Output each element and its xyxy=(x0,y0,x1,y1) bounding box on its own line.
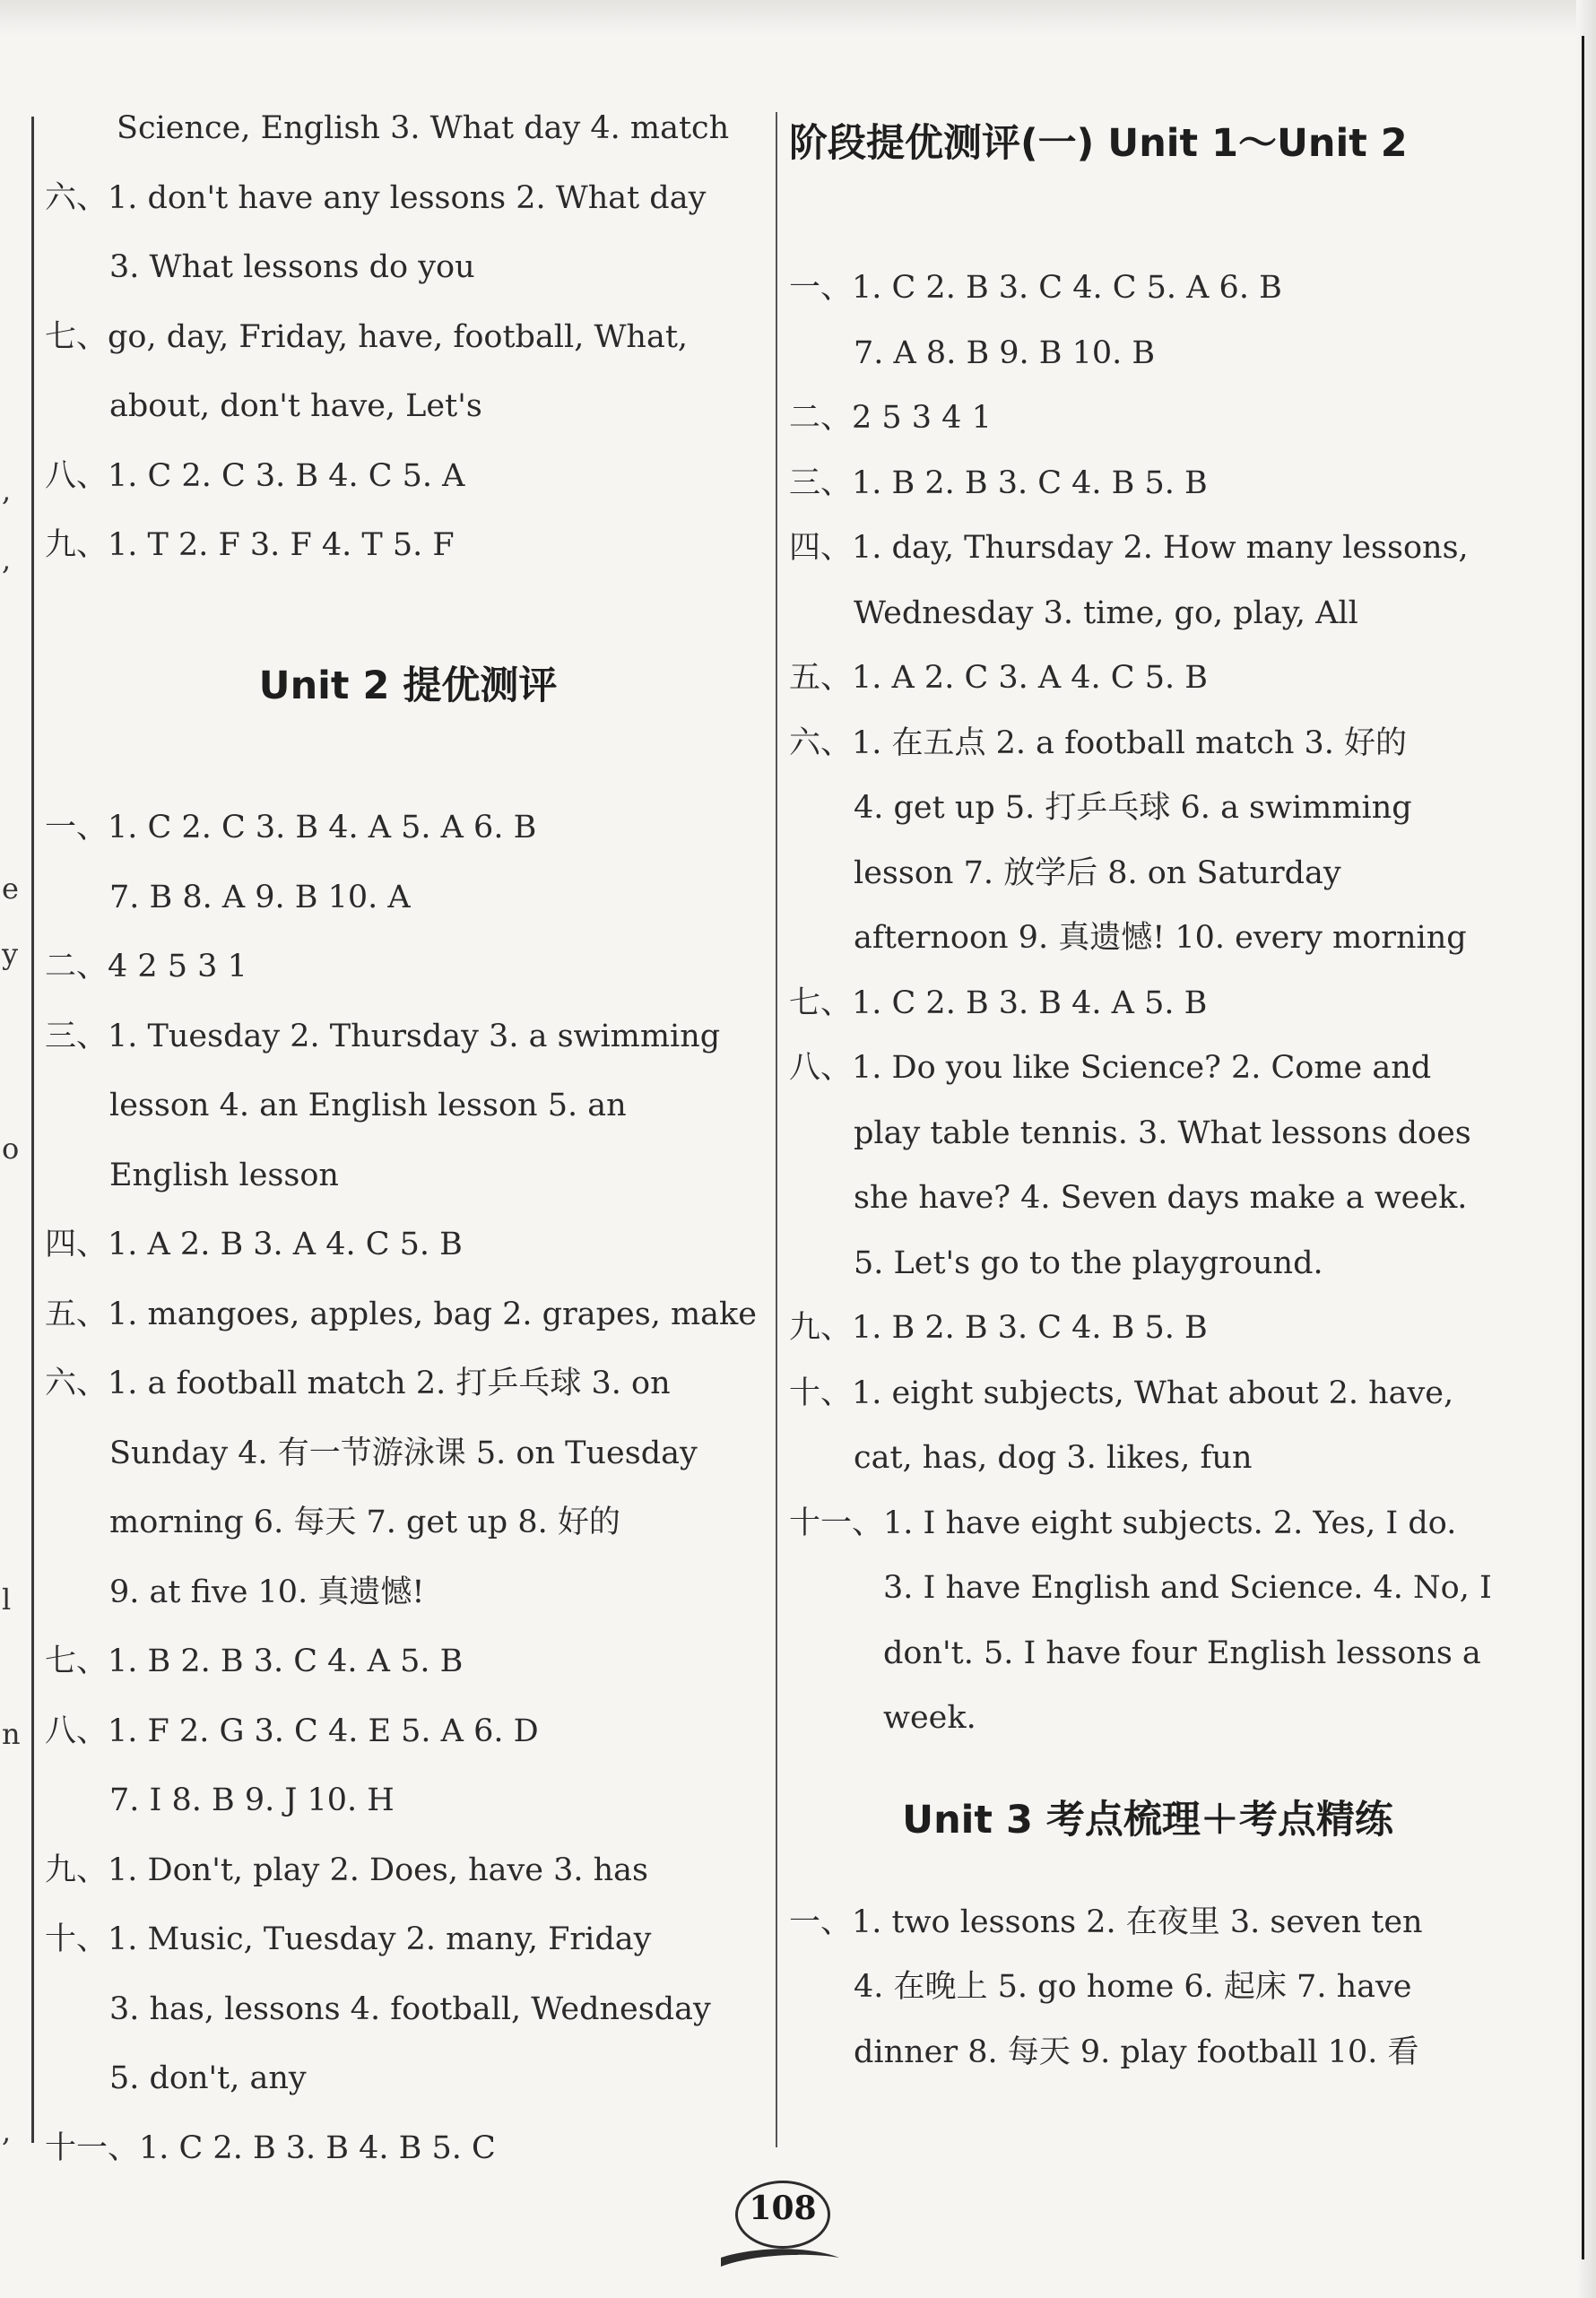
answer-line: 5. don't, any xyxy=(109,2060,307,2096)
left-margin-rule xyxy=(31,117,34,2143)
answer-line: 七、go, day, Friday, have, football, What, xyxy=(45,318,689,355)
answer-line: 七、1. B 2. B 3. C 4. A 5. B xyxy=(45,1643,464,1679)
answer-line: 4. get up 5. 打乒乓球 6. a swimming xyxy=(854,790,1412,826)
answer-line: afternoon 9. 真遗憾! 10. every morning xyxy=(854,920,1467,956)
answer-line: 7. I 8. B 9. J 10. H xyxy=(109,1782,395,1818)
answer-line: 7. B 8. A 9. B 10. A xyxy=(109,879,411,915)
answer-line: cat, has, dog 3. likes, fun xyxy=(854,1440,1253,1476)
answer-line: 六、1. a football match 2. 打乒乓球 3. on xyxy=(45,1366,671,1401)
margin-fragment: , xyxy=(2,2114,12,2148)
section-heading-unit2: Unit 2 提优测评 xyxy=(258,663,558,708)
answer-line: 七、1. C 2. B 3. B 4. A 5. B xyxy=(789,984,1208,1021)
answer-line: 3. What lessons do you xyxy=(109,249,475,285)
answer-line: 五、1. mangoes, apples, bag 2. grapes, make xyxy=(45,1296,757,1332)
answer-line: play table tennis. 3. What lessons does xyxy=(854,1114,1471,1151)
answer-line: 三、1. B 2. B 3. C 4. B 5. B xyxy=(789,464,1208,501)
answer-line: week. xyxy=(883,1700,976,1736)
answer-line: 八、1. F 2. G 3. C 4. E 5. A 6. D xyxy=(45,1713,539,1749)
margin-fragment: , xyxy=(2,542,12,577)
answer-line: Sunday 4. 有一节游泳课 5. on Tuesday xyxy=(109,1435,698,1471)
answer-line: 九、1. Don't, play 2. Does, have 3. has xyxy=(45,1851,648,1888)
answer-line: 二、4 2 5 3 1 xyxy=(45,949,247,984)
left-column xyxy=(45,94,771,2183)
page-right-edge xyxy=(1576,0,1596,2298)
answer-line: 五、1. A 2. C 3. A 4. C 5. B xyxy=(789,660,1208,696)
answer-line: 六、1. don't have any lessons 2. What day xyxy=(45,179,707,216)
page-number: 108 xyxy=(749,2190,817,2227)
margin-fragment: e xyxy=(2,872,19,906)
answer-line: 十一、1. C 2. B 3. B 4. B 5. C xyxy=(45,2129,496,2166)
margin-fragment: o xyxy=(2,1132,20,1166)
page-number-badge xyxy=(717,2179,843,2277)
answer-line: English lesson xyxy=(109,1157,339,1193)
answer-line: 二、2 5 3 4 1 xyxy=(789,400,992,436)
section-heading-unit3: Unit 3 考点梳理＋考点精练 xyxy=(902,1797,1393,1843)
answer-line: don't. 5. I have four English lessons a xyxy=(883,1635,1481,1671)
section-heading-stage-test: 阶段提优测评(一) Unit 1～Unit 2 xyxy=(789,121,1408,166)
answer-line: Wednesday 3. time, go, play, All xyxy=(854,594,1358,631)
answer-line: 四、1. A 2. B 3. A 4. C 5. B xyxy=(45,1227,463,1262)
answer-line: 十、1. eight subjects, What about 2. have, xyxy=(789,1374,1454,1411)
answer-line: lesson 7. 放学后 8. on Saturday xyxy=(854,854,1341,891)
answer-line: 十一、1. I have eight subjects. 2. Yes, I do. xyxy=(789,1505,1457,1541)
answer-line: she have? 4. Seven days make a week. xyxy=(854,1180,1468,1216)
answer-line: 5. Let's go to the playground. xyxy=(854,1244,1323,1281)
decorative-swoosh-icon xyxy=(717,2240,843,2276)
page-top-shadow xyxy=(0,0,1596,36)
answer-line: 十、1. Music, Tuesday 2. many, Friday xyxy=(45,1921,652,1957)
answer-line: 一、1. two lessons 2. 在夜里 3. seven ten xyxy=(789,1903,1423,1940)
answer-line: dinner 8. 每天 9. play football 10. 看 xyxy=(854,2034,1419,2070)
right-column xyxy=(789,94,1506,2085)
answer-line: 九、1. B 2. B 3. C 4. B 5. B xyxy=(789,1310,1208,1346)
answer-line: 3. has, lessons 4. football, Wednesday xyxy=(109,1990,711,2027)
answer-line: 三、1. Tuesday 2. Thursday 3. a swimming xyxy=(45,1018,721,1054)
answer-line: 八、1. Do you like Science? 2. Come and xyxy=(789,1050,1432,1086)
answer-line: 7. A 8. B 9. B 10. B xyxy=(854,334,1156,371)
answer-line: Science, English 3. What day 4. match xyxy=(117,110,730,146)
answer-line: 一、1. C 2. B 3. C 4. C 5. A 6. B xyxy=(789,270,1282,306)
answer-line: lesson 4. an English lesson 5. an xyxy=(109,1088,627,1123)
answer-line: 九、1. T 2. F 3. F 4. T 5. F xyxy=(45,527,455,563)
answer-line: 4. 在晚上 5. go home 6. 起床 7. have xyxy=(854,1969,1412,2005)
margin-fragment: , xyxy=(2,473,12,507)
margin-fragment: y xyxy=(2,937,19,971)
answer-line: 四、1. day, Thursday 2. How many lessons, xyxy=(789,530,1469,566)
answer-line: about, don't have, Let's xyxy=(109,388,482,424)
margin-fragment: l xyxy=(2,1583,12,1617)
answer-line: 一、1. C 2. C 3. B 4. A 5. A 6. B xyxy=(45,810,537,845)
answer-line: 八、1. C 2. C 3. B 4. C 5. A xyxy=(45,457,465,494)
cut-off-margin-text xyxy=(0,0,27,2298)
column-divider xyxy=(776,112,777,2147)
answer-line: 3. I have English and Science. 4. No, I xyxy=(883,1570,1492,1606)
answer-line: 9. at five 10. 真遗憾! xyxy=(109,1574,425,1610)
binding-line xyxy=(1582,36,1584,2259)
answer-line: 六、1. 在五点 2. a football match 3. 好的 xyxy=(789,724,1408,761)
margin-fragment: n xyxy=(2,1717,21,1751)
answer-line: morning 6. 每天 7. get up 8. 好的 xyxy=(109,1505,620,1540)
